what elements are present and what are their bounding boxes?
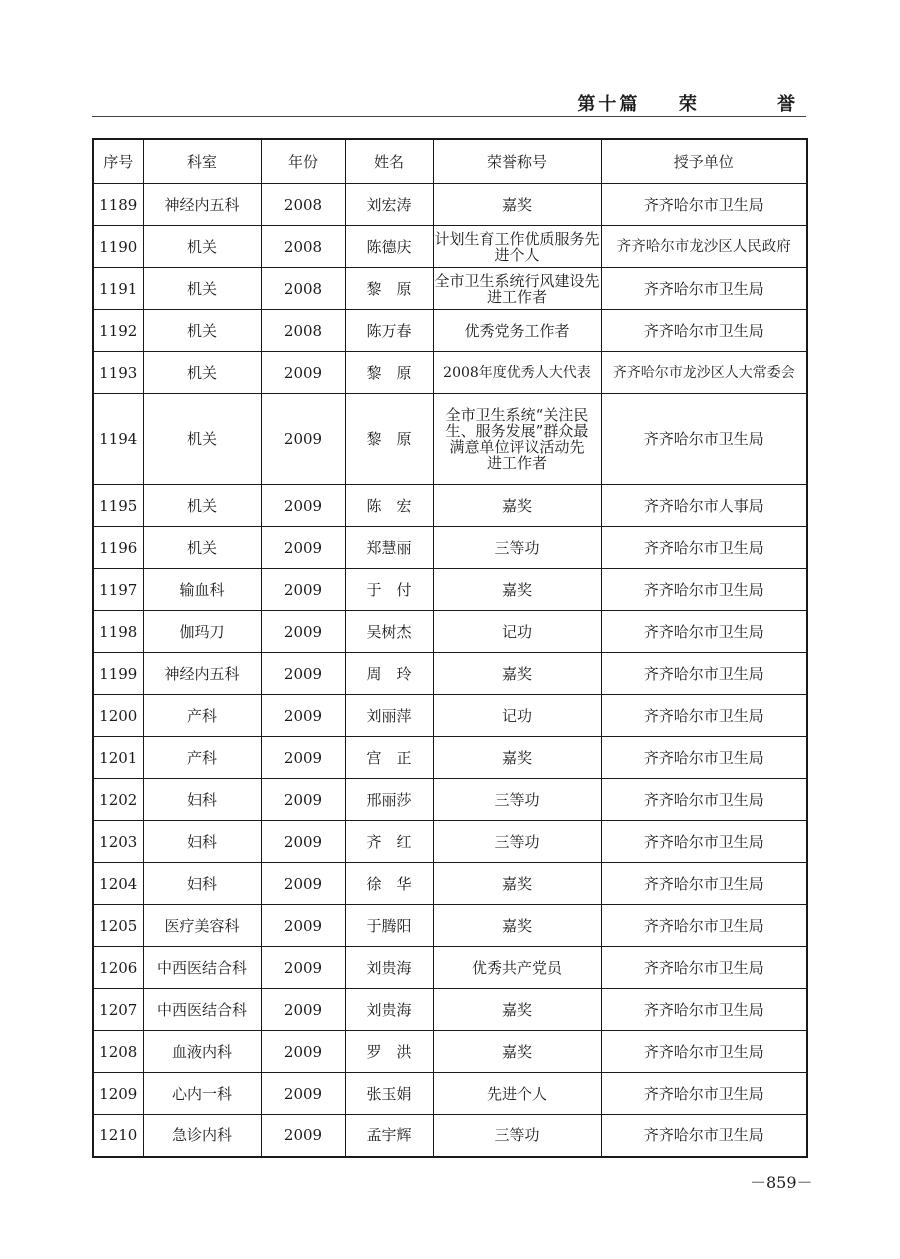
cell-honor: 优秀共产党员 xyxy=(433,947,601,989)
cell-honor: 嘉奖 xyxy=(433,989,601,1031)
table-row xyxy=(93,527,807,569)
cell-department: 神经内五科 xyxy=(143,184,261,226)
table-row xyxy=(93,905,807,947)
cell-index: 1192 xyxy=(93,310,143,352)
cell-index: 1194 xyxy=(93,394,143,485)
col-header-index: 序号 xyxy=(93,139,143,184)
cell-year: 2008 xyxy=(261,310,345,352)
cell-honor: 三等功 xyxy=(433,1115,601,1157)
table-row xyxy=(93,863,807,905)
cell-department: 妇科 xyxy=(143,821,261,863)
cell-index: 1189 xyxy=(93,184,143,226)
table-row xyxy=(93,821,807,863)
cell-honor: 先进个人 xyxy=(433,1073,601,1115)
cell-honor: 嘉奖 xyxy=(433,905,601,947)
page-number: －859－ xyxy=(750,1173,813,1192)
cell-awarding-unit: 齐齐哈尔市龙沙区人民政府 xyxy=(601,226,807,268)
cell-awarding-unit: 齐齐哈尔市卫生局 xyxy=(601,310,807,352)
cell-name: 陈德庆 xyxy=(345,226,433,268)
table-row xyxy=(93,1115,807,1157)
cell-index: 1199 xyxy=(93,653,143,695)
cell-awarding-unit: 齐齐哈尔市卫生局 xyxy=(601,1073,807,1115)
cell-awarding-unit: 齐齐哈尔市卫生局 xyxy=(601,905,807,947)
cell-name: 于 付 xyxy=(345,569,433,611)
cell-index: 1205 xyxy=(93,905,143,947)
cell-name: 孟宇辉 xyxy=(345,1115,433,1157)
cell-name: 徐 华 xyxy=(345,863,433,905)
cell-honor: 三等功 xyxy=(433,527,601,569)
cell-department: 心内一科 xyxy=(143,1073,261,1115)
cell-awarding-unit: 齐齐哈尔市卫生局 xyxy=(601,779,807,821)
cell-awarding-unit: 齐齐哈尔市卫生局 xyxy=(601,695,807,737)
cell-year: 2009 xyxy=(261,352,345,394)
cell-awarding-unit: 齐齐哈尔市卫生局 xyxy=(601,989,807,1031)
cell-department: 产科 xyxy=(143,695,261,737)
cell-year: 2009 xyxy=(261,989,345,1031)
cell-index: 1200 xyxy=(93,695,143,737)
cell-department: 妇科 xyxy=(143,779,261,821)
cell-index: 1207 xyxy=(93,989,143,1031)
cell-honor: 嘉奖 xyxy=(433,653,601,695)
table-row xyxy=(93,779,807,821)
table-row xyxy=(93,653,807,695)
cell-honor: 2008年度优秀人大代表 xyxy=(433,352,601,394)
cell-year: 2008 xyxy=(261,268,345,310)
cell-name: 黎 原 xyxy=(345,352,433,394)
cell-department: 机关 xyxy=(143,310,261,352)
cell-name: 黎 原 xyxy=(345,268,433,310)
cell-index: 1190 xyxy=(93,226,143,268)
cell-honor: 全市卫生系统“关注民生、服务发展”群众最满意单位评议活动先进工作者 xyxy=(433,394,601,485)
cell-department: 伽玛刀 xyxy=(143,611,261,653)
table-header-row xyxy=(93,139,807,184)
cell-year: 2009 xyxy=(261,485,345,527)
cell-year: 2009 xyxy=(261,905,345,947)
cell-honor: 嘉奖 xyxy=(433,737,601,779)
cell-name: 刘贵海 xyxy=(345,947,433,989)
cell-honor: 三等功 xyxy=(433,779,601,821)
table-row xyxy=(93,737,807,779)
cell-index: 1206 xyxy=(93,947,143,989)
col-header-awarding-unit: 授予单位 xyxy=(601,139,807,184)
col-header-year: 年份 xyxy=(261,139,345,184)
cell-year: 2009 xyxy=(261,611,345,653)
cell-year: 2009 xyxy=(261,1115,345,1157)
cell-department: 机关 xyxy=(143,268,261,310)
cell-honor: 嘉奖 xyxy=(433,1031,601,1073)
cell-index: 1201 xyxy=(93,737,143,779)
cell-department: 急诊内科 xyxy=(143,1115,261,1157)
cell-year: 2009 xyxy=(261,947,345,989)
cell-department: 输血科 xyxy=(143,569,261,611)
cell-honor: 嘉奖 xyxy=(433,184,601,226)
cell-index: 1204 xyxy=(93,863,143,905)
cell-awarding-unit: 齐齐哈尔市卫生局 xyxy=(601,653,807,695)
cell-awarding-unit: 齐齐哈尔市卫生局 xyxy=(601,569,807,611)
cell-department: 血液内科 xyxy=(143,1031,261,1073)
cell-name: 陈 宏 xyxy=(345,485,433,527)
cell-department: 中西医结合科 xyxy=(143,947,261,989)
cell-awarding-unit: 齐齐哈尔市人事局 xyxy=(601,485,807,527)
section-title: 第十篇 荣 誉 xyxy=(577,94,798,115)
table-row xyxy=(93,184,807,226)
cell-year: 2009 xyxy=(261,1031,345,1073)
table-row xyxy=(93,310,807,352)
cell-year: 2009 xyxy=(261,569,345,611)
cell-honor: 嘉奖 xyxy=(433,863,601,905)
cell-name: 于腾阳 xyxy=(345,905,433,947)
cell-index: 1193 xyxy=(93,352,143,394)
cell-index: 1195 xyxy=(93,485,143,527)
cell-department: 机关 xyxy=(143,394,261,485)
cell-name: 宫 正 xyxy=(345,737,433,779)
cell-awarding-unit: 齐齐哈尔市卫生局 xyxy=(601,1031,807,1073)
table-row xyxy=(93,1073,807,1115)
table-row xyxy=(93,226,807,268)
cell-name: 刘贵海 xyxy=(345,989,433,1031)
cell-awarding-unit: 齐齐哈尔市卫生局 xyxy=(601,184,807,226)
table-row xyxy=(93,947,807,989)
cell-department: 产科 xyxy=(143,737,261,779)
cell-year: 2009 xyxy=(261,779,345,821)
cell-index: 1196 xyxy=(93,527,143,569)
table-row xyxy=(93,485,807,527)
cell-year: 2009 xyxy=(261,527,345,569)
cell-name: 邢丽莎 xyxy=(345,779,433,821)
cell-year: 2008 xyxy=(261,184,345,226)
cell-department: 神经内五科 xyxy=(143,653,261,695)
cell-year: 2009 xyxy=(261,863,345,905)
table-row xyxy=(93,695,807,737)
table-row xyxy=(93,268,807,310)
cell-awarding-unit: 齐齐哈尔市卫生局 xyxy=(601,821,807,863)
cell-honor: 记功 xyxy=(433,611,601,653)
cell-name: 张玉娟 xyxy=(345,1073,433,1115)
running-head xyxy=(92,84,806,117)
cell-year: 2009 xyxy=(261,1073,345,1115)
cell-awarding-unit: 齐齐哈尔市龙沙区人大常委会 xyxy=(601,352,807,394)
honors-table xyxy=(92,138,808,1158)
cell-name: 郑慧丽 xyxy=(345,527,433,569)
cell-name: 陈万春 xyxy=(345,310,433,352)
cell-year: 2009 xyxy=(261,737,345,779)
col-header-name: 姓名 xyxy=(345,139,433,184)
cell-index: 1191 xyxy=(93,268,143,310)
cell-name: 周 玲 xyxy=(345,653,433,695)
table-row xyxy=(93,569,807,611)
table-row xyxy=(93,1031,807,1073)
cell-awarding-unit: 齐齐哈尔市卫生局 xyxy=(601,947,807,989)
cell-honor: 三等功 xyxy=(433,821,601,863)
cell-honor: 优秀党务工作者 xyxy=(433,310,601,352)
cell-name: 刘丽萍 xyxy=(345,695,433,737)
cell-department: 中西医结合科 xyxy=(143,989,261,1031)
cell-awarding-unit: 齐齐哈尔市卫生局 xyxy=(601,394,807,485)
cell-honor: 嘉奖 xyxy=(433,485,601,527)
cell-honor: 计划生育工作优质服务先进个人 xyxy=(433,226,601,268)
cell-department: 机关 xyxy=(143,226,261,268)
table-row xyxy=(93,394,807,485)
cell-index: 1197 xyxy=(93,569,143,611)
table-row xyxy=(93,611,807,653)
cell-awarding-unit: 齐齐哈尔市卫生局 xyxy=(601,737,807,779)
cell-awarding-unit: 齐齐哈尔市卫生局 xyxy=(601,527,807,569)
cell-honor: 嘉奖 xyxy=(433,569,601,611)
cell-awarding-unit: 齐齐哈尔市卫生局 xyxy=(601,268,807,310)
cell-index: 1202 xyxy=(93,779,143,821)
cell-department: 机关 xyxy=(143,485,261,527)
cell-honor: 全市卫生系统行风建设先进工作者 xyxy=(433,268,601,310)
col-header-honor: 荣誉称号 xyxy=(433,139,601,184)
cell-year: 2009 xyxy=(261,821,345,863)
cell-awarding-unit: 齐齐哈尔市卫生局 xyxy=(601,863,807,905)
cell-index: 1198 xyxy=(93,611,143,653)
cell-awarding-unit: 齐齐哈尔市卫生局 xyxy=(601,611,807,653)
cell-honor: 记功 xyxy=(433,695,601,737)
cell-department: 机关 xyxy=(143,352,261,394)
cell-index: 1210 xyxy=(93,1115,143,1157)
cell-index: 1208 xyxy=(93,1031,143,1073)
cell-name: 刘宏涛 xyxy=(345,184,433,226)
cell-year: 2009 xyxy=(261,695,345,737)
cell-index: 1209 xyxy=(93,1073,143,1115)
cell-department: 妇科 xyxy=(143,863,261,905)
col-header-department: 科室 xyxy=(143,139,261,184)
table-row xyxy=(93,989,807,1031)
cell-department: 机关 xyxy=(143,527,261,569)
cell-name: 齐 红 xyxy=(345,821,433,863)
cell-index: 1203 xyxy=(93,821,143,863)
cell-awarding-unit: 齐齐哈尔市卫生局 xyxy=(601,1115,807,1157)
cell-name: 黎 原 xyxy=(345,394,433,485)
cell-year: 2008 xyxy=(261,226,345,268)
table-row xyxy=(93,352,807,394)
cell-name: 罗 洪 xyxy=(345,1031,433,1073)
cell-year: 2009 xyxy=(261,653,345,695)
cell-department: 医疗美容科 xyxy=(143,905,261,947)
cell-name: 吴树杰 xyxy=(345,611,433,653)
cell-year: 2009 xyxy=(261,394,345,485)
